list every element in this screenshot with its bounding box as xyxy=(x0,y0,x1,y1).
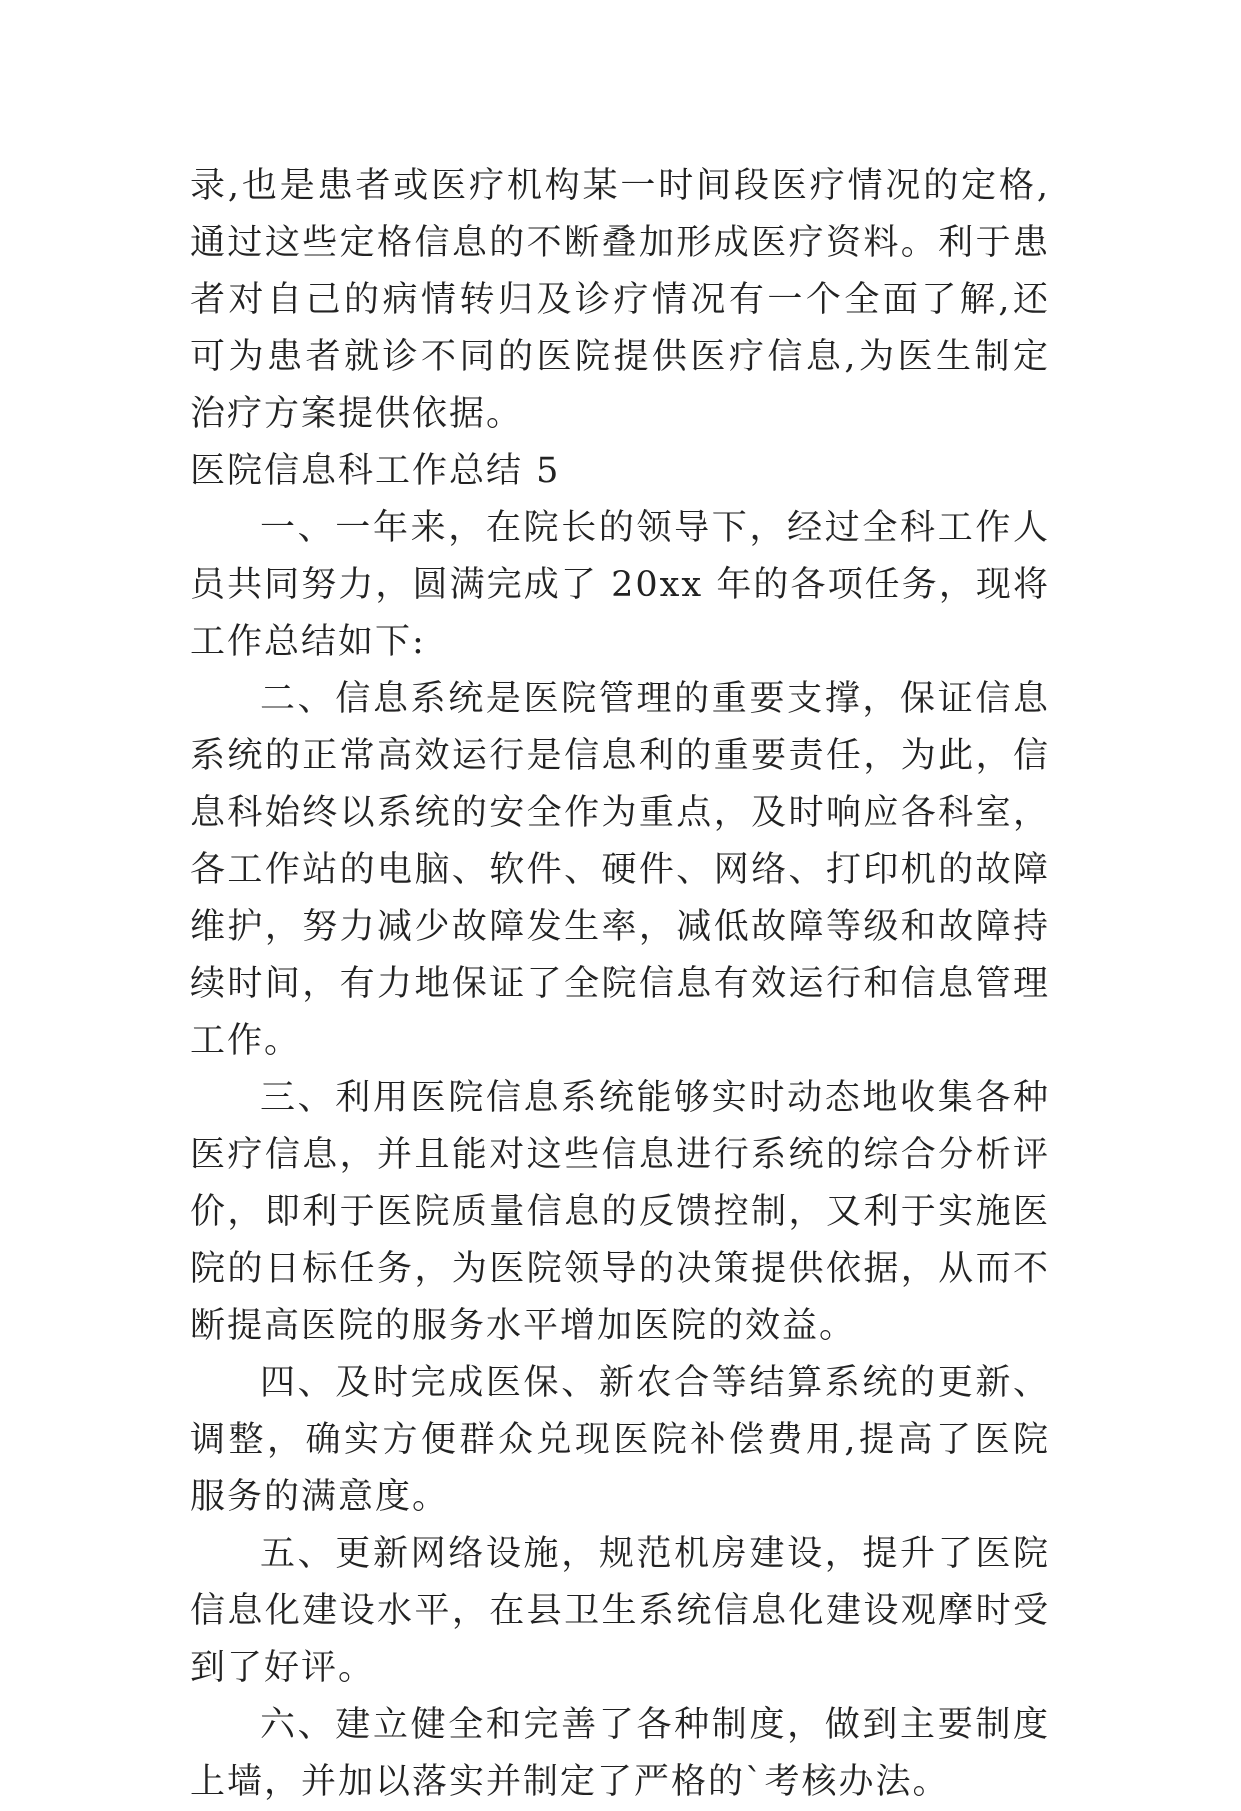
paragraph-2: 二、信息系统是医院管理的重要支撑，保证信息系统的正常高效运行是信息利的重要责任，为此，信息科始终以系统的安全作为重点，及时响应各科室，各工作站的电脑、软件、硬件、网络、打印机的故障维护，努力减少故障发生率，减低故障等级和故障持续时间，有力地保证了全院信息有效运行和信息管理工作。 xyxy=(190,679,1050,1061)
document-body xyxy=(190,158,1050,1811)
section-title: 医院信息科工作总结 5 xyxy=(190,451,561,491)
paragraph-3: 三、利用医院信息系统能够实时动态地收集各种医疗信息，并且能对这些信息进行系统的综合分析评价，即利于医院质量信息的反馈控制，又利于实施医院的日标任务，为医院领导的决策提供依据，从而不断提高医院的服务水平增加医院的效益。 xyxy=(190,1078,1050,1346)
paragraph-1: 一、一年来，在院长的领导下，经过全科工作人员共同努力，圆满完成了 20xx 年的各项任务，现将工作总结如下: xyxy=(190,508,1050,662)
continuation-paragraph: 录,也是患者或医疗机构某一时间段医疗情况的定格,通过这些定格信息的不断叠加形成医疗资料。利于患者对自己的病情转归及诊疗情况有一个全面了解,还可为患者就诊不同的医院提供医疗信息,为医生制定治疗方案提供依据。 xyxy=(190,166,1050,434)
paragraph-5: 五、更新网络设施，规范机房建设，提升了医院信息化建设水平，在县卫生系统信息化建设观摩时受到了好评。 xyxy=(190,1534,1050,1688)
paragraph-6: 六、建立健全和完善了各种制度，做到主要制度上墙，并加以落实并制定了严格的`考核办法。 xyxy=(190,1705,1050,1802)
paragraph-4: 四、及时完成医保、新农合等结算系统的更新、调整，确实方便群众兑现医院补偿费用,提高了医院服务的满意度。 xyxy=(190,1363,1050,1517)
